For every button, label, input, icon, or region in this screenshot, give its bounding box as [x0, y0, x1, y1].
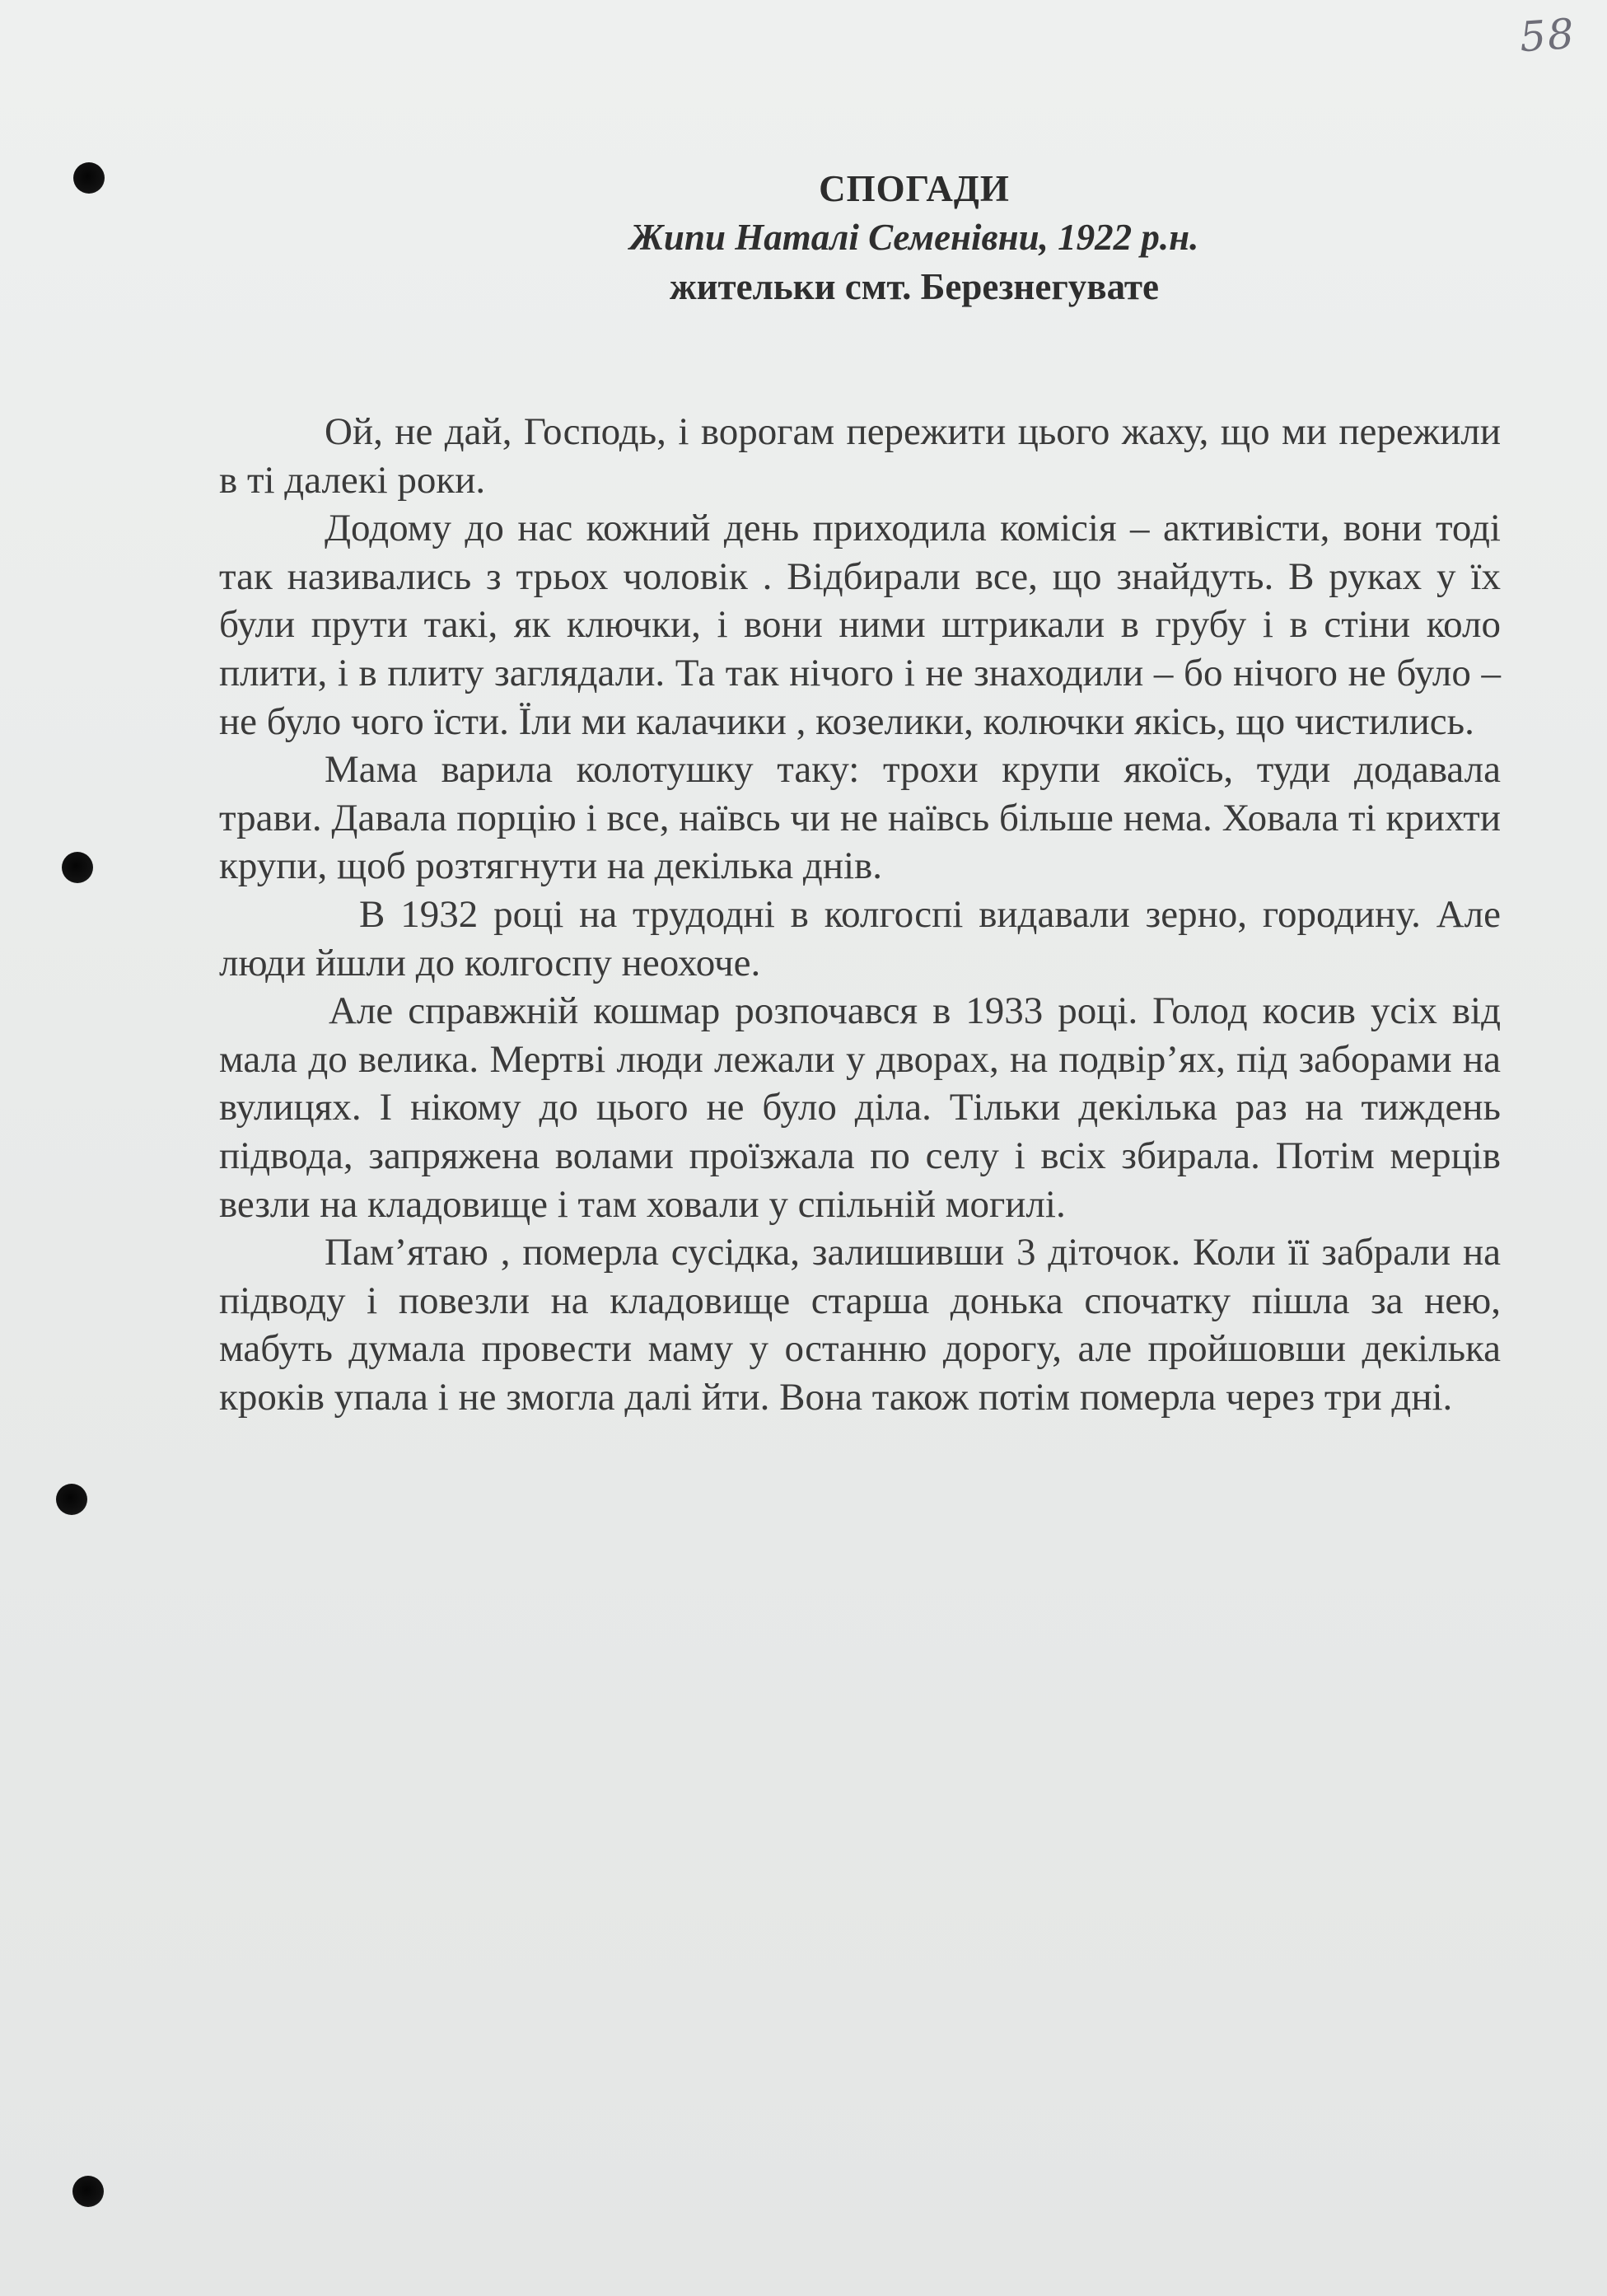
- page-number: 58: [1518, 9, 1577, 62]
- punch-hole: [73, 162, 105, 194]
- punch-hole: [62, 852, 93, 883]
- document-title: СПОГАДИ: [819, 168, 1010, 209]
- document-subtitle: Жипи Наталі Семенівни, 1922 р.н.: [629, 217, 1199, 258]
- paragraph: В 1932 році на трудодні в колгоспі видавали зерно, городину. Але люди йшли до колгоспу неохоче.: [219, 892, 1501, 984]
- paragraph: Але справжній кошмар розпочався в 1933 році. Голод косив усіх від мала до велика. Мертві люди лежали у дворах, на подвір’ях, під заборами на вулицях. І нікому до цього не було діла. Тільки декілька раз на тиждень підвода, запряжена волами проїзжала по селу і всіх збирала. Потім мерців везли на кладовище і там ховали у спільній могилі.: [219, 989, 1501, 1226]
- title-block: [412, 165, 1417, 311]
- paragraph: Ой, не дай, Господь, і ворогам пережити цього жаху, що ми пережили в ті далекі роки.: [219, 410, 1501, 502]
- punch-hole: [56, 1484, 87, 1515]
- document-subtitle-location: жительки смт. Березнегувате: [670, 266, 1159, 307]
- paragraph: Мама варила колотушку таку: трохи крупи якоїсь, туди додавала трави. Давала порцію і все, наївсь чи не наївсь більше нема. Ховала ті крихти крупи, щоб розтягнути на декілька днів.: [219, 748, 1501, 888]
- punch-hole: [72, 2176, 104, 2207]
- paragraph: Додому до нас кожний день приходила комісія – активісти, вони тоді так називались з трьох чоловік . Відбирали все, що знайдуть. В руках у їх були прути такі, як ключки, і вони ними штрикали в грубу і в стіни коло плити, і в плиту заглядали. Та так нічого і не знаходили – бо нічого не було – не було чого їсти. Їли ми калачики , козелики, колючки якісь, що чистились.: [219, 507, 1501, 743]
- document-body: [219, 408, 1501, 1421]
- paragraph: Пам’ятаю , померла сусідка, залишивши 3 діточок. Коли її забрали на підводу і повезли на кладовище старша донька спочатку пішла за нею, мабуть думала провести маму у останню дорогу, але пройшовши декілька кроків упала і не змогла далі йти. Вона також потім померла через три дні.: [219, 1231, 1501, 1419]
